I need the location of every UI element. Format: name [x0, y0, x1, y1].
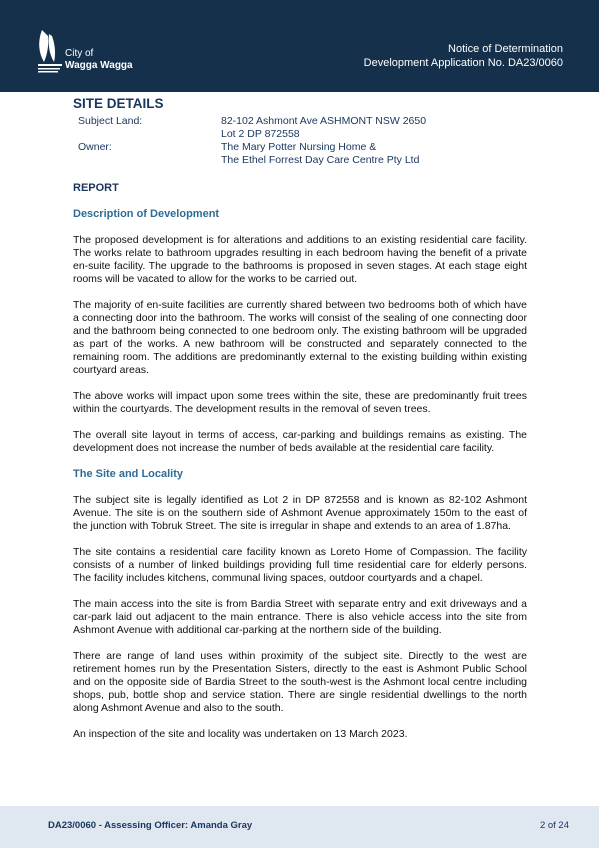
report-heading: REPORT	[73, 182, 119, 194]
subject-land-address: 82-102 Ashmont Ave ASHMONT NSW 2650	[221, 115, 427, 127]
locality-heading: The Site and Locality	[73, 468, 184, 480]
notice-title: Notice of Determination	[448, 43, 563, 55]
council-logo	[36, 28, 146, 76]
owner-line1: The Mary Potter Nursing Home &	[221, 141, 377, 153]
assessing-officer: DA23/0060 - Assessing Officer: Amanda Gray	[48, 820, 253, 831]
page-header	[0, 0, 599, 92]
subject-land-row	[73, 115, 527, 141]
subject-land-lot: Lot 2 DP 872558	[221, 128, 300, 140]
page-number: 2 of 24	[539, 820, 569, 831]
page-footer	[0, 806, 599, 848]
description-paragraph: The above works will impact upon some trees within the site, these are predominantly fruit trees within the courtyards. The development results in the removal of seven trees.	[73, 390, 527, 415]
logo-line1: City of	[65, 48, 94, 59]
locality-paragraph: There are range of land uses within proximity of the subject site. Directly to the west are retirement homes run by the Presentation Sisters, directly to the east is Ashmont Public School and on the opposite side of Bardia Street to the south-west is the Ashmont local centre including shops, pub, bottle shop and service station. There are single residential dwellings to the north along Ashmont Avenue and also to the south.	[73, 650, 527, 714]
description-paragraph: The overall site layout in terms of access, car-parking and buildings remains as existing. The development does not increase the number of beds available at the residential care facility.	[73, 429, 527, 454]
owner-row	[73, 141, 527, 167]
logo-mark-icon	[36, 28, 66, 74]
owner-label: Owner:	[78, 141, 112, 153]
application-number: Development Application No. DA23/0060	[363, 57, 563, 69]
locality-paragraph: An inspection of the site and locality was undertaken on 13 March 2023.	[73, 728, 408, 740]
owner-value	[221, 141, 527, 167]
subject-land-value	[221, 115, 527, 141]
owner-line2: The Ethel Forrest Day Care Centre Pty Ltd	[221, 154, 420, 166]
logo-line2: Wagga Wagga	[65, 60, 133, 71]
subject-land-label: Subject Land:	[78, 115, 143, 127]
description-paragraph: The proposed development is for alterations and additions to an existing residential care facility. The works relate to bathroom upgrades resulting in each bedroom having the benefit of a private en-suite facility. The upgrade to the bathrooms is proposed in seven stages. At each stage eight rooms will be vacated to allow for the works to be carried out.	[73, 234, 527, 285]
site-details-heading: SITE DETAILS	[73, 96, 164, 111]
logo-text	[65, 48, 133, 72]
site-details-table	[73, 115, 527, 167]
description-paragraph: The majority of en-suite facilities are currently shared between two bedrooms both of which have a connecting door into the bathroom. The works will consist of the sealing of one connecting door and the bathroom being connected to one bedroom only. The existing bathroom will be upgraded as part of the works. A new bathroom will be constructed and separately connected to the remaining room. The additions are predominantly external to the existing building within existing courtyard areas.	[73, 299, 527, 376]
description-heading: Description of Development	[73, 208, 220, 220]
locality-paragraph: The main access into the site is from Bardia Street with separate entry and exit driveways and a car-park laid out adjacent to the main entrance. There is also vehicle access into the site from Ashmont Avenue with additional car-parking at the northern side of the building.	[73, 598, 527, 636]
document-title	[364, 42, 563, 70]
locality-paragraph: The subject site is legally identified as Lot 2 in DP 872558 and is known as 82-102 Ashmont Avenue. The site is on the southern side of Ashmont Avenue approximately 150m to the east of the junction with Tobruk Street. The site is irregular in shape and extends to an area of 1.87ha.	[73, 494, 527, 532]
locality-paragraph: The site contains a residential care facility known as Loreto Home of Compassion. The facility consists of a number of linked buildings providing full time residential care for elderly persons. The facility includes kitchens, communal living spaces, outdoor courtyards and a chapel.	[73, 546, 527, 584]
document-body	[73, 96, 527, 754]
